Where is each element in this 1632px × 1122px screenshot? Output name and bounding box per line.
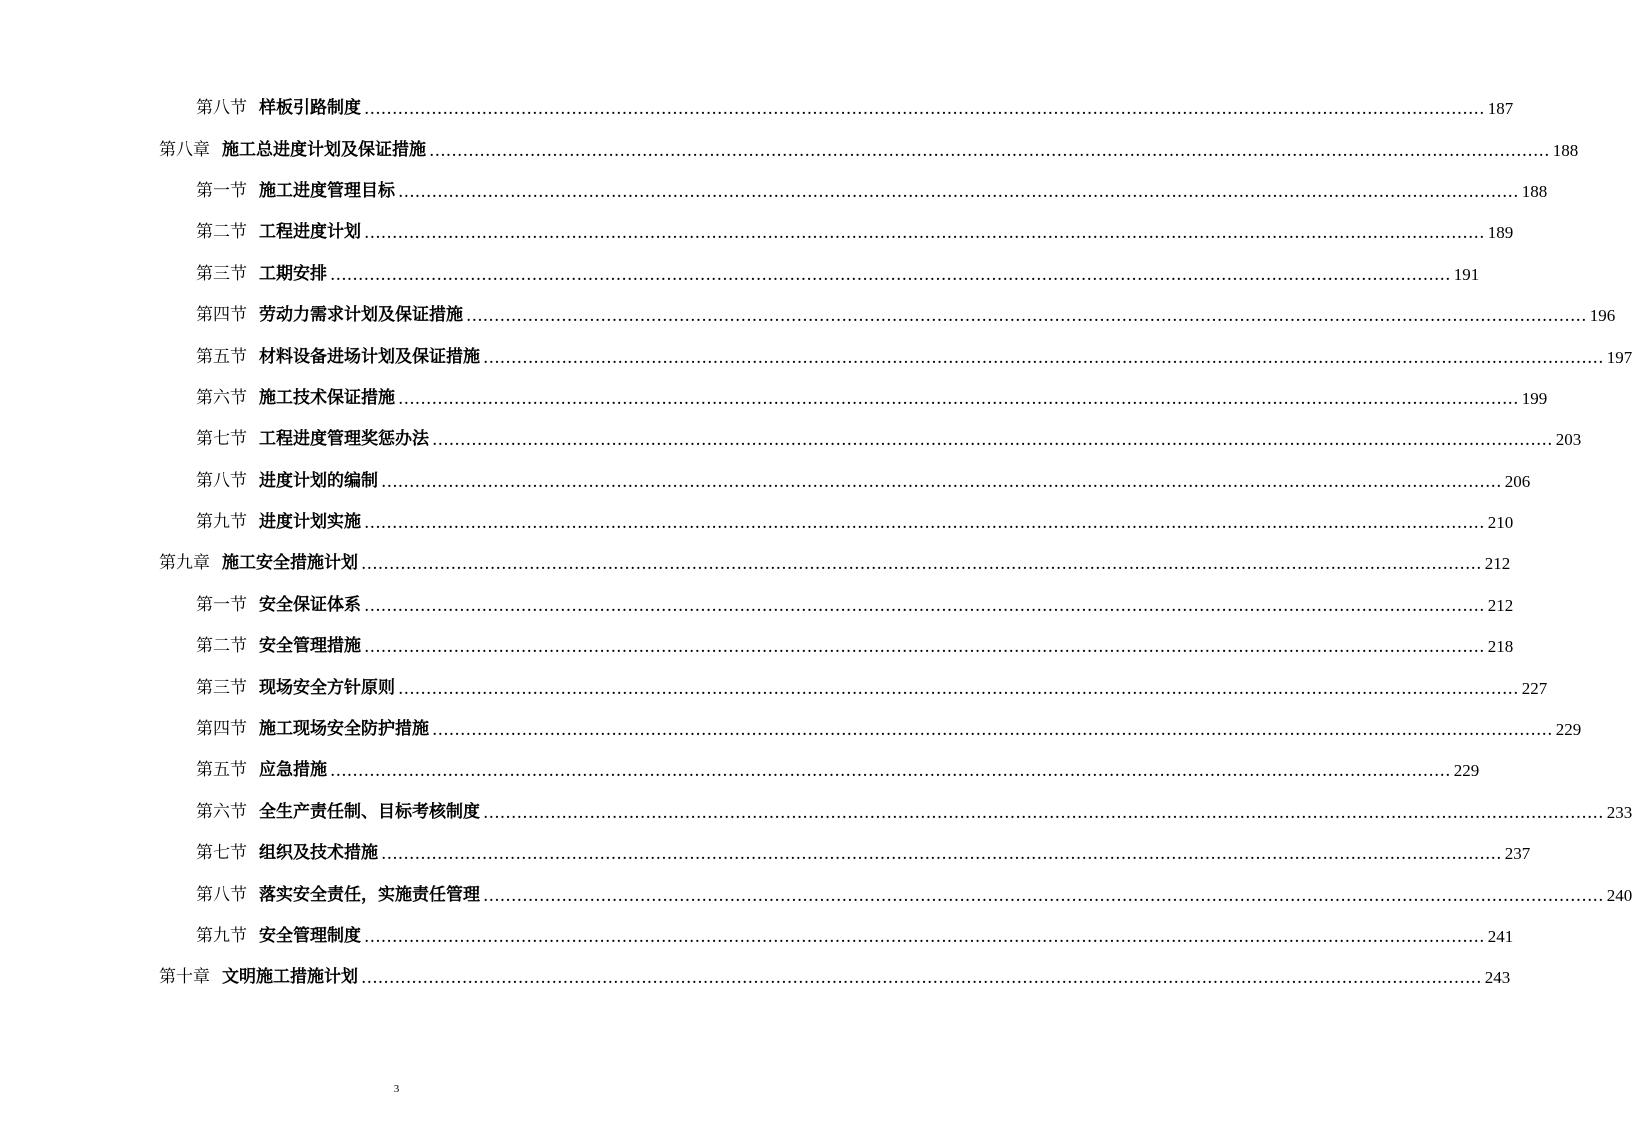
- dot-leader: ........................................................................................................................................................................................................: [398, 181, 1519, 202]
- toc-entry-title: 样板引路制度: [259, 98, 361, 119]
- page-number: 3: [393, 1083, 400, 1095]
- toc-entry[interactable]: [0, 916, 1514, 957]
- toc-entry-title: 工程进度管理奖惩办法: [259, 429, 429, 450]
- dot-leader: ........................................................................................................................................................................................................: [432, 430, 1553, 451]
- dot-leader: ........................................................................................................................................................................................................: [483, 347, 1604, 368]
- toc-entry-number: 第六节: [196, 387, 247, 408]
- toc-entry-title: 全生产责任制、目标考核制度: [259, 801, 480, 822]
- toc-entry-page: 187: [1487, 99, 1514, 119]
- toc-entry-number: 第一节: [196, 180, 247, 201]
- toc-entry[interactable]: [0, 667, 1548, 708]
- dot-leader: ........................................................................................................................................................................................................: [466, 306, 1587, 327]
- toc-entry-page: 233: [1606, 802, 1632, 822]
- toc-entry-title: 工期安排: [259, 263, 327, 284]
- toc-entry[interactable]: [0, 336, 1632, 377]
- toc-entry[interactable]: [0, 378, 1548, 419]
- toc-entry-page: 227: [1521, 678, 1548, 698]
- toc-entry-number: 第九节: [196, 512, 247, 533]
- toc-entry-number: 第五节: [196, 346, 247, 367]
- toc-entry-page: 229: [1555, 720, 1582, 740]
- toc-entry[interactable]: [0, 874, 1632, 915]
- toc-entry-title: 安全管理措施: [259, 636, 361, 657]
- toc-entry[interactable]: [0, 419, 1582, 460]
- toc-entry-title: 劳动力需求计划及保证措施: [259, 305, 463, 326]
- toc-entry-title: 落实安全责任，实施责任管理: [259, 884, 480, 905]
- toc-entry-title: 施工技术保证措施: [259, 387, 395, 408]
- toc-entry-number: 第九章: [159, 553, 210, 574]
- toc-entry-title: 文明施工措施计划: [222, 967, 358, 988]
- toc-entry-title: 施工安全措施计划: [222, 553, 358, 574]
- toc-entry-number: 第四节: [196, 719, 247, 740]
- toc-entry[interactable]: [0, 129, 1579, 170]
- toc-entry-title: 进度计划实施: [259, 512, 361, 533]
- toc-entry[interactable]: [0, 626, 1514, 667]
- toc-entry[interactable]: [0, 295, 1616, 336]
- toc-entry[interactable]: [0, 750, 1480, 791]
- toc-entry-number: 第三节: [196, 263, 247, 284]
- toc-entry[interactable]: [0, 502, 1514, 543]
- toc-entry-number: 第九节: [196, 926, 247, 946]
- toc-entry-number: 第八节: [196, 470, 247, 491]
- dot-leader: ........................................................................................................................................................................................................: [398, 678, 1519, 699]
- toc-entry-title: 安全保证体系: [259, 594, 361, 615]
- toc-entry[interactable]: [0, 792, 1632, 833]
- toc-entry-number: 第六节: [196, 801, 247, 822]
- toc-entry-title: 工程进度计划: [259, 222, 361, 243]
- toc-entry[interactable]: [0, 212, 1514, 253]
- toc-entry-page: 203: [1555, 430, 1582, 450]
- dot-leader: ........................................................................................................................................................................................................: [361, 968, 1482, 989]
- toc-entry-page: 229: [1453, 761, 1480, 781]
- toc-entry-page: 206: [1504, 471, 1531, 491]
- toc-entry-page: 210: [1487, 513, 1514, 533]
- toc-entry-number: 第七节: [196, 429, 247, 450]
- toc-entry-number: 第一节: [196, 594, 247, 615]
- dot-leader: ........................................................................................................................................................................................................: [483, 802, 1604, 823]
- toc-entry[interactable]: [0, 957, 1511, 998]
- toc-entry-number: 第八节: [196, 884, 247, 905]
- toc-entry-page: 197: [1606, 347, 1632, 367]
- dot-leader: ........................................................................................................................................................................................................: [483, 885, 1604, 906]
- toc-entry-page: 189: [1487, 223, 1514, 243]
- toc-entry-title: 施工总进度计划及保证措施: [222, 139, 426, 160]
- toc-entry-number: 第八章: [159, 139, 210, 160]
- dot-leader: ........................................................................................................................................................................................................: [364, 595, 1485, 616]
- toc-entry-page: 241: [1487, 927, 1514, 946]
- dot-leader: ........................................................................................................................................................................................................: [364, 99, 1485, 120]
- toc-entry-page: 218: [1487, 637, 1514, 657]
- toc-entry-page: 188: [1521, 181, 1548, 201]
- dot-leader: ........................................................................................................................................................................................................: [381, 471, 1502, 492]
- dot-leader: ........................................................................................................................................................................................................: [361, 554, 1482, 575]
- toc-entry-page: 199: [1521, 388, 1548, 408]
- toc-entry-title: 安全管理制度: [259, 926, 361, 946]
- toc-entry-number: 第十章: [159, 967, 210, 988]
- dot-leader: ........................................................................................................................................................................................................: [364, 223, 1485, 244]
- toc-entry-page: 188: [1552, 140, 1579, 160]
- dot-leader: ........................................................................................................................................................................................................: [330, 264, 1451, 285]
- toc-entry-number: 第四节: [196, 305, 247, 326]
- dot-leader: ........................................................................................................................................................................................................: [364, 637, 1485, 658]
- toc-entry-number: 第七节: [196, 843, 247, 864]
- toc-entry-page: 237: [1504, 844, 1531, 864]
- toc-entry[interactable]: [0, 461, 1531, 502]
- toc-entry-title: 施工现场安全防护措施: [259, 719, 429, 740]
- dot-leader: ........................................................................................................................................................................................................: [364, 927, 1485, 947]
- dot-leader: ........................................................................................................................................................................................................: [429, 140, 1550, 161]
- toc-entry-title: 组织及技术措施: [259, 843, 378, 864]
- toc-entry[interactable]: [0, 88, 1514, 129]
- toc-entry[interactable]: [0, 709, 1582, 750]
- toc-entry-page: 196: [1589, 306, 1616, 326]
- toc-entry-title: 施工进度管理目标: [259, 180, 395, 201]
- toc-entry-page: 212: [1487, 595, 1514, 615]
- toc-entry-number: 第五节: [196, 760, 247, 781]
- toc-entry-title: 进度计划的编制: [259, 470, 378, 491]
- toc-entry-page: 212: [1484, 554, 1511, 574]
- toc-entry[interactable]: [0, 543, 1511, 584]
- toc-entry[interactable]: [0, 171, 1548, 212]
- toc-entry-number: 第三节: [196, 677, 247, 698]
- toc-entry[interactable]: [0, 254, 1480, 295]
- toc-entry-number: 第二节: [196, 222, 247, 243]
- toc-entry-number: 第八节: [196, 98, 247, 119]
- toc-entry-page: 240: [1606, 885, 1632, 905]
- table-of-contents: [0, 88, 1632, 999]
- toc-entry-number: 第二节: [196, 636, 247, 657]
- dot-leader: ........................................................................................................................................................................................................: [381, 844, 1502, 865]
- toc-entry-title: 材料设备进场计划及保证措施: [259, 346, 480, 367]
- toc-entry[interactable]: [0, 833, 1531, 874]
- dot-leader: ........................................................................................................................................................................................................: [432, 720, 1553, 741]
- toc-entry-page: 191: [1453, 264, 1480, 284]
- dot-leader: ........................................................................................................................................................................................................: [330, 761, 1451, 782]
- toc-entry-title: 现场安全方针原则: [259, 677, 395, 698]
- dot-leader: ........................................................................................................................................................................................................: [364, 513, 1485, 534]
- toc-entry-title: 应急措施: [259, 760, 327, 781]
- toc-entry-page: 243: [1484, 968, 1511, 988]
- toc-entry[interactable]: [0, 585, 1514, 626]
- dot-leader: ........................................................................................................................................................................................................: [398, 388, 1519, 409]
